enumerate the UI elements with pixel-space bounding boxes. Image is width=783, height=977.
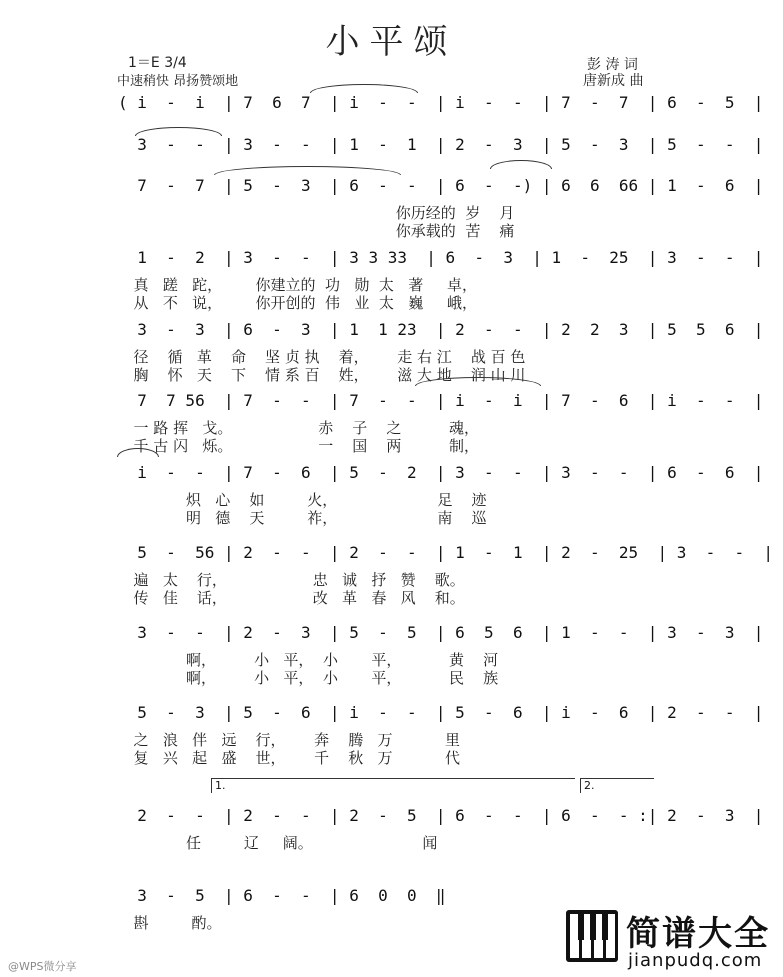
notes-line: 3 - - | 2 - 3 | 5 - 5 | 6 5 6 | 1 - - | 3 - 3 | xyxy=(118,623,764,642)
lyricist-credit: 彭 涛 词 xyxy=(587,57,638,73)
lyric-line-2: 传 佳 话， 改 革 春 风 和。 xyxy=(124,589,465,607)
notes-line: i - - | 7 - 6 | 5 - 2 | 3 - - | 3 - - | 6 - 6 | xyxy=(118,463,764,482)
slur-arc xyxy=(310,84,418,93)
tempo-marking: 中速稍快 昂扬赞颂地 xyxy=(117,74,239,89)
notes-line: 2 - - | 2 - - | 2 - 5 | 6 - - | 6 - - :| 2 - 3 | xyxy=(118,806,764,825)
lyric-line-2: 千 古 闪 烁。 一 国 两 制， xyxy=(124,437,480,455)
piano-icon xyxy=(566,910,618,962)
notes-line: 3 - 5 | 6 - - | 6 0 0 ‖ xyxy=(118,886,446,905)
score-row xyxy=(0,93,783,135)
logo-title: 简谱大全 xyxy=(626,914,770,954)
lyric-line-1: 真 蹉 跎， 你建立的 功 勋 太 著 卓， xyxy=(124,276,478,294)
lyric-line-2: 你承载的 苦 痛 xyxy=(124,222,515,240)
volta-second: 2. xyxy=(580,778,654,793)
score-row xyxy=(0,320,783,384)
notes-line: 1 - 2 | 3 - - | 3 3 33 | 6 - 3 | 1 - 25 | 3 - - | xyxy=(118,248,764,267)
score-row xyxy=(0,806,783,852)
lyric-line-2: 从 不 说， 你开创的 伟 业 太 巍 峨， xyxy=(124,294,478,312)
lyric-line-2: 胸 怀 天 下 情 系 百 姓， 滋 大 地 润 山 川 xyxy=(124,366,526,384)
notes-line: 3 - - | 3 - - | 1 - 1 | 2 - 3 | 5 - 3 | 5 - - | xyxy=(118,135,764,154)
watermark: @WPS微分享 xyxy=(8,960,77,973)
notes-line: 7 - 7 | 5 - 3 | 6 - - | 6 - -) | 6 6 66 | 1 - 6 | xyxy=(118,176,764,195)
song-title: 小平颂 xyxy=(325,22,458,62)
lyric-line-1: 炽 心 如 火， 足 迹 xyxy=(124,491,487,509)
lyric-line-1: 径 循 革 命 坚 贞 执 着， 走 右 江 战 百 色 xyxy=(124,348,526,366)
lyric-line-1: 任 辽 阔。 闻 xyxy=(124,834,438,852)
notes-line: 7 7 56 | 7 - - | 7 - - | i - i | 7 - 6 | i - - | xyxy=(118,391,764,410)
site-logo xyxy=(566,906,771,972)
score-row xyxy=(0,543,783,607)
notes-line: 5 - 56 | 2 - - | 2 - - | 1 - 1 | 2 - 25 | 3 - - | xyxy=(118,543,774,562)
score-row xyxy=(0,391,783,455)
lyric-line-1: 遍 太 行， 忠 诚 抒 赞 歌。 xyxy=(124,571,465,589)
lyric-line-1: 斟 酌。 xyxy=(124,914,222,932)
lyric-line-2: 明 德 天 祚， 南 巡 xyxy=(124,509,487,527)
notes-line: 3 - 3 | 6 - 3 | 1 1 23 | 2 - - | 2 2 3 | 5 5 6 | xyxy=(118,320,764,339)
score-row xyxy=(0,248,783,312)
score-row xyxy=(0,623,783,687)
volta-first: 1. xyxy=(211,778,575,793)
lyric-line-1: 啊， 小 平， 小 平， 黄 河 xyxy=(124,651,499,669)
composer-credit: 唐新成 曲 xyxy=(583,73,644,89)
lyric-line-2: 复 兴 起 盛 世， 千 秋 万 代 xyxy=(124,749,460,767)
notes-line: 5 - 3 | 5 - 6 | i - - | 5 - 6 | i - 6 | 2 - - | xyxy=(118,703,764,722)
notes-line: ( i - i | 7 6 7 | i - - | i - - | 7 - 7 | 6 - 5 | xyxy=(118,93,764,112)
lyric-line-1: 之 浪 伴 远 行， 奔 腾 万 里 xyxy=(124,731,460,749)
lyric-line-1: 你历经的 岁 月 xyxy=(124,204,515,222)
logo-url: jianpudq.com xyxy=(628,950,763,971)
lyric-line-2: 啊， 小 平， 小 平， 民 族 xyxy=(124,669,499,687)
score-row xyxy=(0,703,783,767)
key-signature: 1＝E 3/4 xyxy=(128,55,187,71)
score-row xyxy=(0,176,783,240)
score-row xyxy=(0,463,783,527)
lyric-line-1: 一 路 挥 戈。 赤 子 之 魂， xyxy=(124,419,480,437)
